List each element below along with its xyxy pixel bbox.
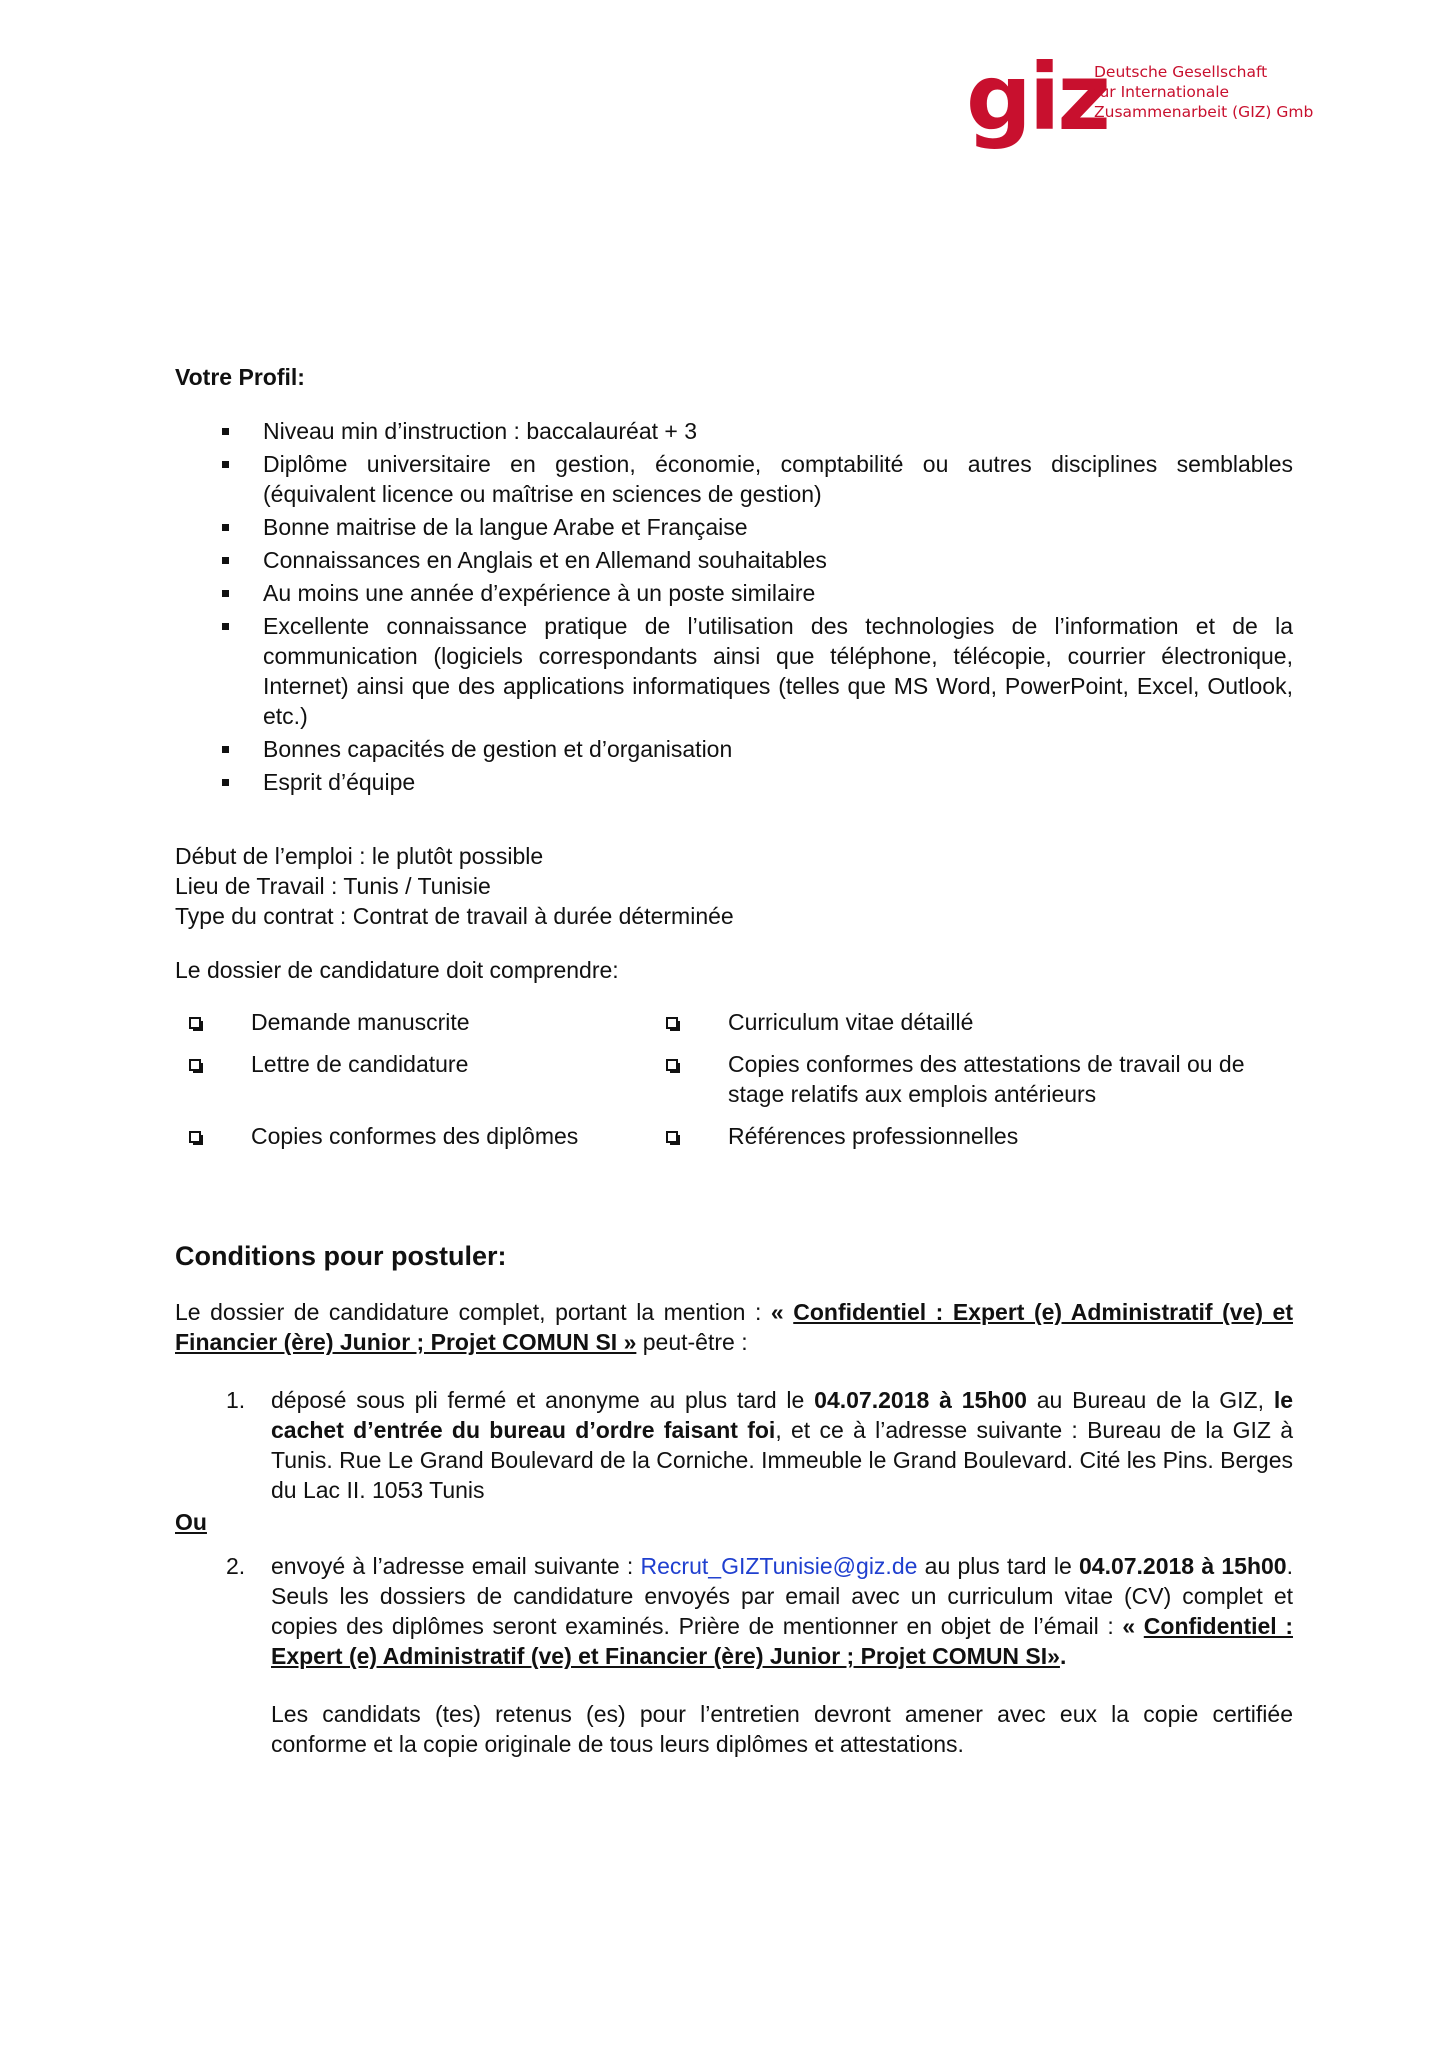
or-separator: Ou bbox=[175, 1509, 207, 1535]
conditions-intro-end: peut-être : bbox=[636, 1329, 748, 1355]
profil-item: Excellente connaissance pratique de l’utilisation des technologies de l’information et de la communication (logiciels correspondants ainsi que téléphone, télécopie, courrier électronique, Internet) ainsi que des applications informatiques (telles que MS Word, PowerPoint, Excel, Outlook, etc.) bbox=[175, 611, 1293, 731]
checklist-item-label: Lettre de candidature bbox=[251, 1051, 469, 1077]
option-address: , et ce à l’adresse suivante : Bureau de la GIZ à Tunis. Rue Le Grand Boulevard de la Corniche. Immeuble le Grand Boulevard. Cité les Pins. Berges du Lac II. 1053 Tunis bbox=[271, 1417, 1293, 1503]
profil-item: Au moins une année d’expérience à un poste similaire bbox=[175, 578, 1293, 608]
contract-type: Type du contrat : Contrat de travail à durée déterminée bbox=[175, 903, 734, 929]
cachet-note: le cachet d’entrée du bureau d’ordre faisant foi bbox=[271, 1387, 1294, 1443]
checkbox-icon bbox=[666, 1131, 678, 1143]
profil-item: Bonne maitrise de la langue Arabe et Française bbox=[175, 512, 1293, 542]
giz-logo-line: für Internationale bbox=[1094, 83, 1230, 101]
option-text: au plus tard le bbox=[917, 1553, 1079, 1579]
conditions-heading: Conditions pour postuler: bbox=[175, 1241, 507, 1271]
checklist-item-label: Copies conformes des attestations de travail ou de stage relatifs aux emplois antérieurs bbox=[728, 1051, 1245, 1107]
mention-title: Confidentiel : Expert (e) Administratif (ve) et Financier (ère) Junior ; Projet COMUN SI » bbox=[175, 1299, 1293, 1355]
profil-item: Connaissances en Anglais et en Allemand souhaitables bbox=[175, 545, 1293, 575]
option-text: . Seuls les dossiers de candidature envoyés par email avec un curriculum vitae (CV) complet et copies des diplômes seront examinés. Prière de mentionner en objet de l’émail : bbox=[271, 1553, 1293, 1639]
job-location: Lieu de Travail : Tunis / Tunisie bbox=[175, 873, 491, 899]
subject-end: . bbox=[1059, 1643, 1067, 1669]
option-number: 1. bbox=[226, 1387, 246, 1413]
email-link[interactable]: Recrut_GIZTunisie@giz.de bbox=[640, 1553, 918, 1579]
subject-open-quote: « bbox=[1122, 1613, 1144, 1639]
checklist-item bbox=[175, 1049, 652, 1109]
dossier-intro: Le dossier de candidature doit comprendre: bbox=[175, 957, 619, 983]
conditions-intro bbox=[175, 1297, 1293, 1357]
job-start: Début de l’emploi : le plutôt possible bbox=[175, 843, 544, 869]
checkbox-icon bbox=[666, 1059, 678, 1071]
option-number: 2. bbox=[226, 1553, 246, 1579]
giz-logo-text bbox=[1094, 62, 1313, 122]
giz-logo-mark: giz bbox=[966, 44, 1108, 151]
profil-item: Niveau min d’instruction : baccalauréat + 3 bbox=[175, 416, 1293, 446]
checkbox-icon bbox=[189, 1131, 201, 1143]
checklist-item-label: Curriculum vitae détaillé bbox=[728, 1009, 974, 1035]
closing-note: Les candidats (tes) retenus (es) pour l’entretien devront amener avec eux la copie certifiée conforme et la copie originale de tous leurs diplômes et attestations. bbox=[271, 1701, 1293, 1757]
option-email bbox=[175, 1551, 1293, 1671]
option-text: au Bureau de la GIZ, bbox=[1026, 1387, 1274, 1413]
giz-logo-line: Zusammenarbeit (GIZ) Gmb bbox=[1094, 103, 1314, 121]
checkbox-icon bbox=[189, 1059, 201, 1071]
checklist-item bbox=[175, 1121, 652, 1151]
email-subject: Confidentiel : Expert (e) Administratif (ve) et Financier (ère) Junior ; Projet COMUN SI» bbox=[271, 1613, 1293, 1669]
giz-logo-line: Deutsche Gesellschaft bbox=[1094, 63, 1268, 81]
job-info bbox=[175, 841, 1293, 931]
checklist-item-label: Demande manuscrite bbox=[251, 1009, 470, 1035]
checklist-item-label: Références professionnelles bbox=[728, 1123, 1019, 1149]
dossier-checklist bbox=[175, 1007, 1293, 1151]
profil-list bbox=[175, 416, 1293, 797]
submission-options-email bbox=[175, 1551, 1293, 1671]
document-body bbox=[175, 362, 1293, 1759]
deadline: 04.07.2018 à 15h00 bbox=[1078, 1553, 1287, 1579]
checklist-item-label: Copies conformes des diplômes bbox=[251, 1123, 579, 1149]
option-deposit bbox=[175, 1385, 1293, 1505]
profil-item: Bonnes capacités de gestion et d’organisation bbox=[175, 734, 1293, 764]
checkbox-icon bbox=[189, 1017, 201, 1029]
giz-logo bbox=[966, 44, 1314, 151]
profil-heading: Votre Profil: bbox=[175, 364, 305, 390]
checklist-item bbox=[652, 1121, 1293, 1151]
profil-item: Diplôme universitaire en gestion, économie, comptabilité ou autres disciplines semblables (équivalent licence ou maîtrise en sciences de gestion) bbox=[175, 449, 1293, 509]
profil-item: Esprit d’équipe bbox=[175, 767, 1293, 797]
checkbox-icon bbox=[666, 1017, 678, 1029]
mention-open-quote: « bbox=[770, 1299, 794, 1325]
checklist-item bbox=[652, 1007, 1293, 1037]
submission-options bbox=[175, 1385, 1293, 1505]
checklist-item bbox=[652, 1049, 1293, 1109]
conditions-intro-text: Le dossier de candidature complet, portant la mention : bbox=[175, 1299, 771, 1325]
option-text: envoyé à l’adresse email suivante : bbox=[271, 1553, 641, 1579]
option-text: déposé sous pli fermé et anonyme au plus tard le bbox=[271, 1387, 815, 1413]
deadline: 04.07.2018 à 15h00 bbox=[814, 1387, 1027, 1413]
checklist-item bbox=[175, 1007, 652, 1037]
